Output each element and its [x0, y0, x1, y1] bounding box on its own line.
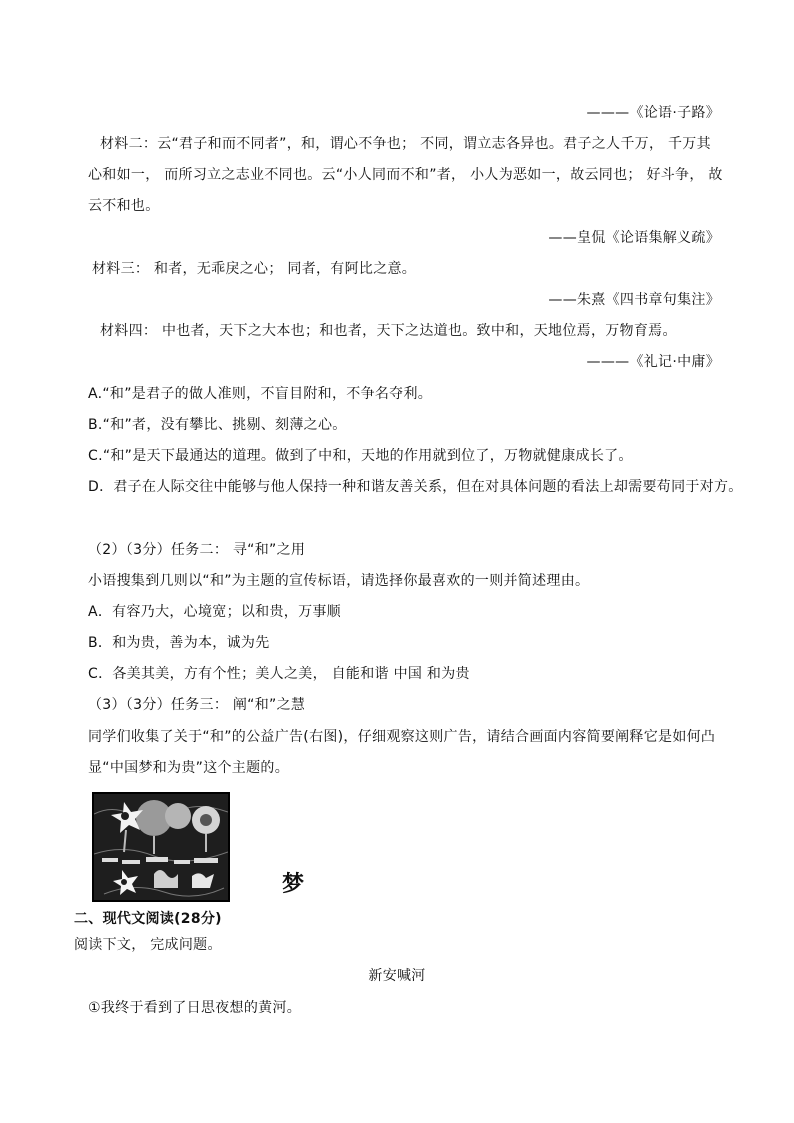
q2-header: （2）（3分）任务二： 寻“和”之用: [88, 542, 306, 558]
material2-source: ——皇侃《论语集解义疏》: [548, 230, 720, 246]
material3-source: ——朱熹《四书章句集注》: [548, 292, 720, 308]
material4-source: ———《礼记·中庸》: [586, 354, 720, 370]
q1-option-c: C.“和”是天下最通达的道理。做到了中和，天地的作用就到位了，万物就健康成长了。: [88, 448, 633, 464]
material1-source: ———《论语·子路》: [586, 105, 720, 121]
q2-option-b: B．和为贵，善为本，诚为先: [88, 635, 270, 651]
material4-text: 材料四： 中也者，天下之大本也；和也者，天下之达道也。致中和，天地位焉，万物育焉。: [100, 323, 677, 339]
article-paragraph-1: ①我终于看到了日思夜想的黄河。: [88, 1000, 302, 1016]
material3-text: 材料三： 和者，无乖戾之心； 同者，有阿比之意。: [92, 261, 417, 277]
q3-prompt-line2: 显“中国梦和为贵”这个主题的。: [88, 760, 290, 776]
q2-prompt: 小语搜集到几则以“和”为主题的宣传标语，请选择你最喜欢的一则并简述理由。: [88, 573, 590, 589]
section2-instruction: 阅读下文， 完成问题。: [74, 937, 222, 953]
section2-heading: 二、现代文阅读(28分): [74, 911, 222, 927]
public-service-poster-image: [92, 792, 230, 902]
q1-option-b: B.“和”者，没有攀比、挑剔、刻薄之心。: [88, 417, 347, 433]
article-title: 新安喊河: [368, 968, 426, 984]
q1-option-a: A.“和”是君子的做人准则，不盲目附和，不争名夺利。: [88, 386, 433, 402]
q2-option-c: C．各美其美，方有个性；美人之美， 自能和谐 中国 和为贵: [88, 666, 470, 682]
material2-line2: 心和如一， 而所习立之志业不同也。云“小人同而不和”者， 小人为恶如一，故云同也； 好斗争， 故: [88, 167, 723, 183]
material2-line3: 云不和也。: [88, 198, 160, 214]
material2-line1: 材料二：云“君子和而不同者”，和，谓心不争也； 不同，谓立志各异也。君子之人千万， 千万其: [100, 136, 711, 152]
q3-header: （3）（3分）任务三： 阐“和”之慧: [88, 697, 306, 713]
q3-prompt-line1: 同学们收集了关于“和”的公益广告(右图)，仔细观察这则广告，请结合画面内容简要阐释它是如何凸: [88, 729, 716, 745]
q2-option-a: A．有容乃大，心境宽；以和贵，万事顺: [88, 604, 341, 620]
poster-illustration: [94, 794, 228, 900]
poster-caption: 梦: [282, 872, 305, 897]
q1-option-d: D．君子在人际交往中能够与他人保持一种和谐友善关系，但在对具体问题的看法上却需要苟同于对方。: [88, 479, 743, 495]
